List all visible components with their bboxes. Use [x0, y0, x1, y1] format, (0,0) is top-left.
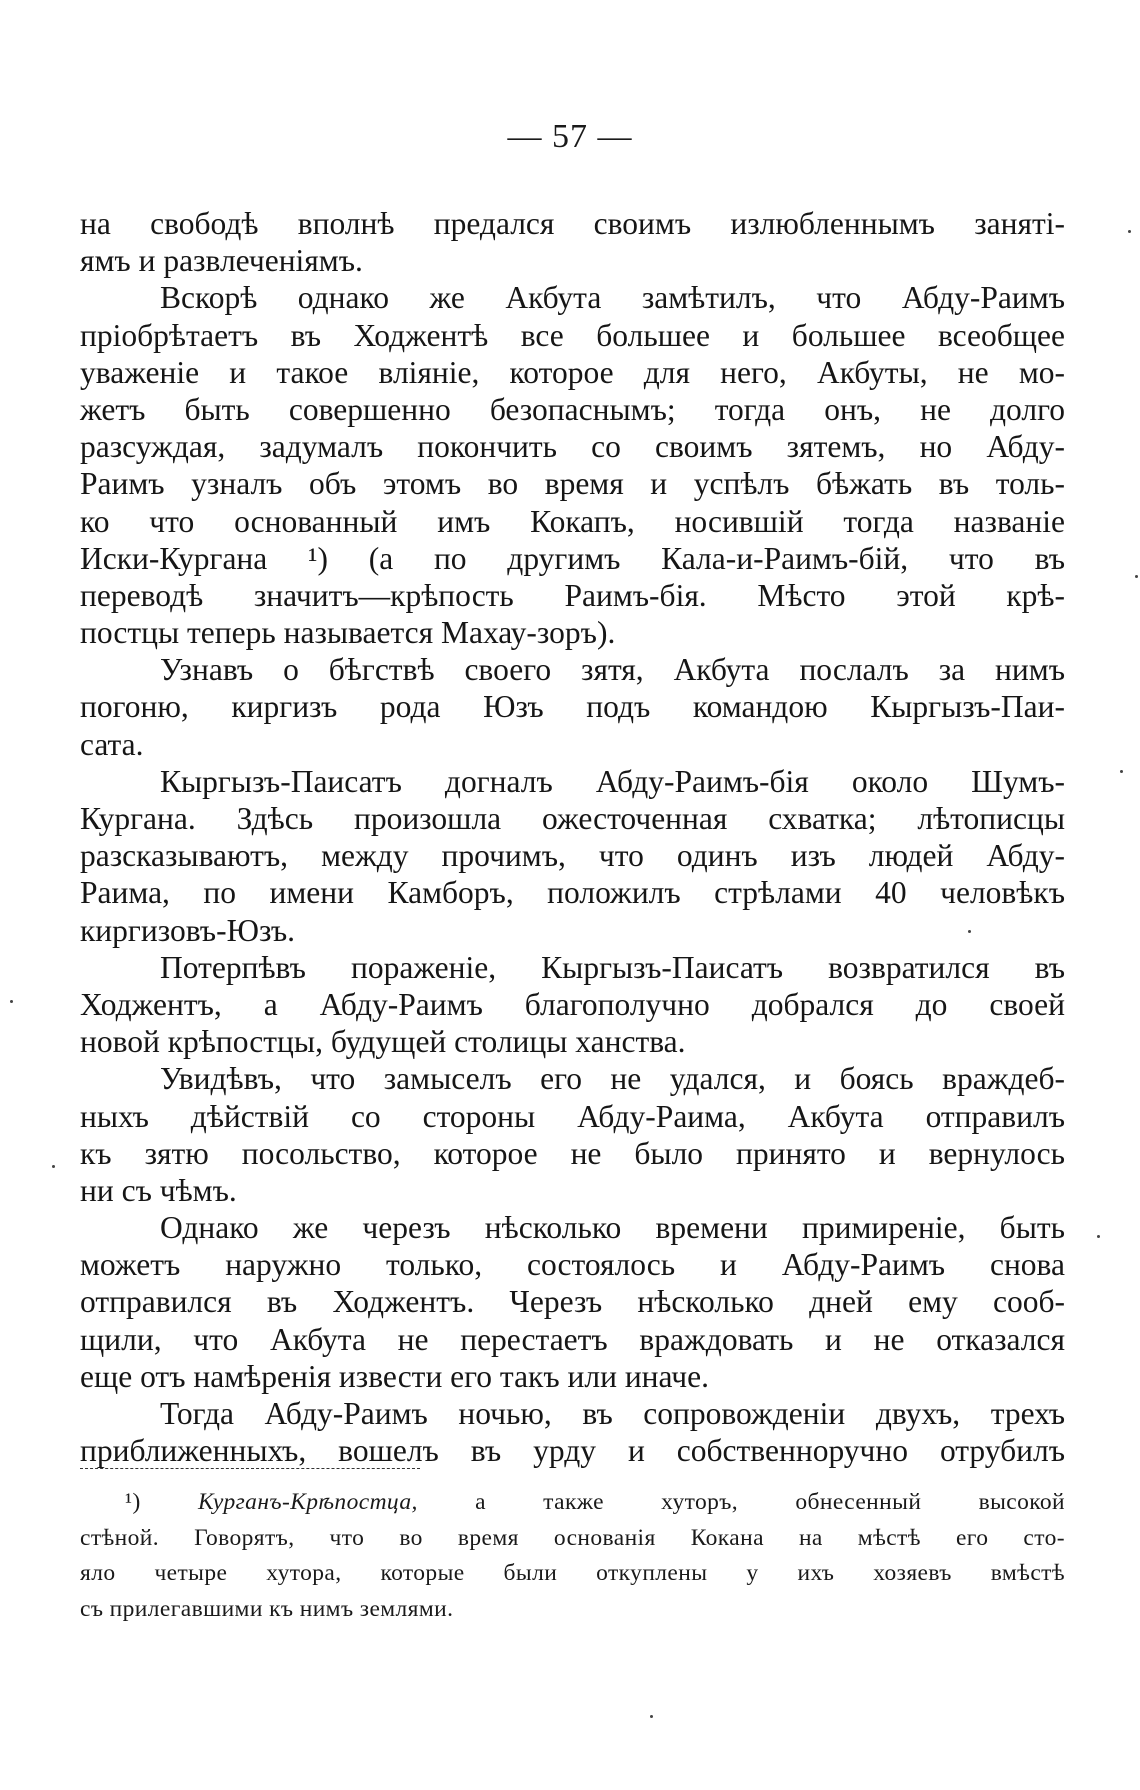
scan-speck: [968, 930, 971, 933]
text-line: можетъ наружно только, состоялось и Абду-Раимъ снова: [80, 1247, 1065, 1283]
body-text: [80, 205, 1065, 1469]
text-line: уваженіе и такое вліяніе, которое для него, Акбуты, не мо-: [80, 354, 1065, 390]
text-line: ни съ чѣмъ.: [80, 1172, 237, 1208]
text-line: Иски-Кургана ¹) (а по другимъ Кала-и-Раимъ-бій, что въ: [80, 540, 1065, 576]
text-line: Увидѣвъ, что замыселъ его не удался, и боясь враждеб-: [160, 1061, 1065, 1097]
footnote-term: Курганъ-Крѣпостца,: [197, 1489, 418, 1515]
scan-speck: [1097, 1235, 1100, 1238]
text-line: Однако же черезъ нѣсколько времени примиреніе, быть: [160, 1210, 1065, 1246]
text-line: разсказываютъ, между прочимъ, что одинъ изъ людей Абду-: [80, 838, 1065, 874]
text-line: переводѣ значитъ—крѣпость Раимъ-бія. Мѣсто этой крѣ-: [80, 577, 1065, 613]
scan-speck: [1128, 230, 1131, 233]
text-line: Узнавъ о бѣгствѣ своего зятя, Акбута послалъ за нимъ: [160, 652, 1065, 688]
footnote-line: яло четыре хутора, которые были откуплены у ихъ хозяевъ вмѣстѣ: [80, 1560, 1065, 1586]
text-line: сата.: [80, 726, 144, 762]
text-line: ямъ и развлеченіямъ.: [80, 243, 363, 279]
footnote-text: а также хуторъ, обнесенный высокой: [475, 1489, 1065, 1515]
text-line: погоню, киргизъ рода Юзъ подъ командою Кыргызъ-Паи-: [80, 689, 1065, 725]
scan-speck: [1120, 770, 1123, 773]
text-line: Ходжентъ, а Абду-Раимъ благополучно добрался до своей: [80, 986, 1065, 1022]
text-line: пріобрѣтаетъ въ Ходжентѣ все большее и большее всеобщее: [80, 317, 1065, 353]
text-line: приближенныхъ, вошелъ въ урду и собственноручно отрубилъ: [80, 1433, 1065, 1469]
text-line: отправился въ Ходжентъ. Черезъ нѣсколько дней ему сооб-: [80, 1284, 1065, 1320]
text-line: Потерпѣвъ пораженіе, Кыргызъ-Паисатъ возвратился въ: [160, 949, 1065, 985]
scan-speck: [1135, 575, 1138, 578]
text-line: жетъ быть совершенно безопаснымъ; тогда онъ, не долго: [80, 391, 1065, 427]
text-line: Кыргызъ-Паисатъ догналъ Абду-Раимъ-бія около Шумъ-: [160, 763, 1065, 799]
text-line: ко что основанный имъ Кокапъ, носившій тогда названіе: [80, 503, 1065, 539]
text-line: постцы теперь называется Махау-зоръ).: [80, 615, 616, 651]
footnote-divider: [80, 1468, 420, 1469]
scan-speck: [52, 1165, 55, 1168]
text-line: киргизовъ-Юзъ.: [80, 912, 296, 948]
text-line: щили, что Акбута не перестаетъ враждовать и не отказался: [80, 1321, 1065, 1357]
text-line: на свободѣ вполнѣ предался своимъ излюбленнымъ заняті-: [80, 206, 1065, 241]
text-line: еще отъ намѣренія извести его такъ или иначе.: [80, 1358, 709, 1394]
text-line: новой крѣпостцы, будущей столицы ханства.: [80, 1024, 686, 1060]
text-line: Вскорѣ однако же Акбута замѣтилъ, что Абду-Раимъ: [160, 280, 1065, 316]
footnote: [80, 1485, 1065, 1627]
page-number: — 57 —: [507, 118, 633, 155]
text-line: Раимъ узналъ объ этомъ во время и успѣлъ бѣжать въ толь-: [80, 466, 1065, 502]
footnote-line: стѣной. Говорятъ, что во время основанія Кокана на мѣстѣ его сто-: [80, 1524, 1065, 1551]
footnote-line: съ прилегавшими къ нимъ землями.: [80, 1595, 454, 1622]
text-line: разсуждая, задумалъ покончить со своимъ зятемъ, но Абду-: [80, 429, 1065, 465]
text-line: Кургана. Здѣсь произошла ожесточенная схватка; лѣтописцы: [80, 801, 1065, 836]
scan-speck: [650, 1715, 653, 1718]
text-line: ныхъ дѣйствій со стороны Абду-Раима, Акбута отправилъ: [80, 1098, 1065, 1134]
scan-speck: [10, 1000, 13, 1003]
text-line: къ зятю посольство, которое не было принято и вернулось: [80, 1135, 1065, 1171]
text-line: Раима, по имени Камборъ, положилъ стрѣлами 40 человѣкъ: [80, 875, 1065, 911]
text-line: Тогда Абду-Раимъ ночью, въ сопровожденіи двухъ, трехъ: [160, 1396, 1065, 1431]
footnote-marker: ¹): [125, 1489, 141, 1515]
footnote-line: [80, 1485, 1065, 1521]
